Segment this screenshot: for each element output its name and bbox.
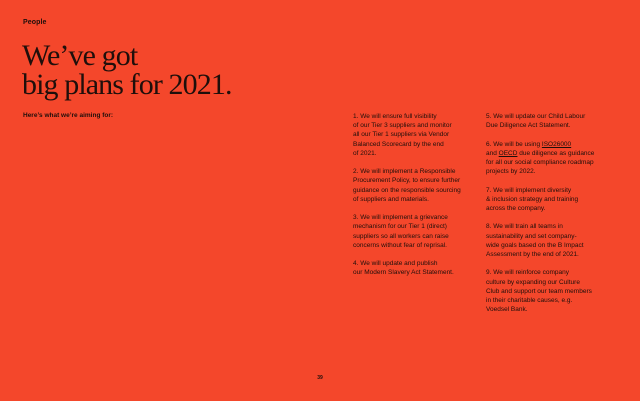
page-number: 39 [317,375,323,381]
headline-line-2: big plans for 2021. [22,68,232,101]
goal-item-9: 9. We will reinforce company culture by expanding our Culture Club and support our team members in their charitable causes, e.g. Voedsel Bank. [486,269,592,314]
goal-item-6 [486,140,616,177]
goals-column-right [486,112,616,324]
goal-item-3: 3. We will implement a grievance mechanism for our Tier 1 (direct) suppliers so all workers can raise concerns without fear of reprisal. [353,214,449,249]
goal-item-5: 5. We will update our Child Labour Due Diligence Act Statement. [486,113,586,130]
page-headline [22,41,232,99]
iso26000-link[interactable]: ISO26000 [541,140,572,148]
goal-item-6-middle: and [486,149,499,157]
goal-item-6-suffix: due diligence as guidance for all our social compliance roadmap projects by 2022. [486,149,595,176]
goal-item-1: 1. We will ensure full visibility of our Tier 3 suppliers and monitor all our Tier 1 suppliers via Vendor Balanced Scorecard by the end of 2021. [353,113,452,157]
oecd-link[interactable]: OECD [498,149,518,157]
goal-item-6-prefix: 6. We will be using [486,140,542,148]
section-label: People [23,19,47,26]
intro-text: Here’s what we’re aiming for: [23,112,114,119]
goal-item-2: 2. We will implement a Responsible Procurement Policy, to ensure further guidance on the responsible sourcing of suppliers and materials. [353,168,461,203]
goal-item-7: 7. We will implement diversity & inclusion strategy and training across the company. [486,186,579,212]
goals-column-left [353,112,483,287]
goal-item-8: 8. We will train all teams in sustainability and set company- wide goals based on the B Impact Assessment by the end of 2021. [486,223,584,258]
headline-line-1: We’ve got [22,39,138,72]
goal-item-4: 4. We will update and publish our Modern Slavery Act Statement. [353,260,454,277]
